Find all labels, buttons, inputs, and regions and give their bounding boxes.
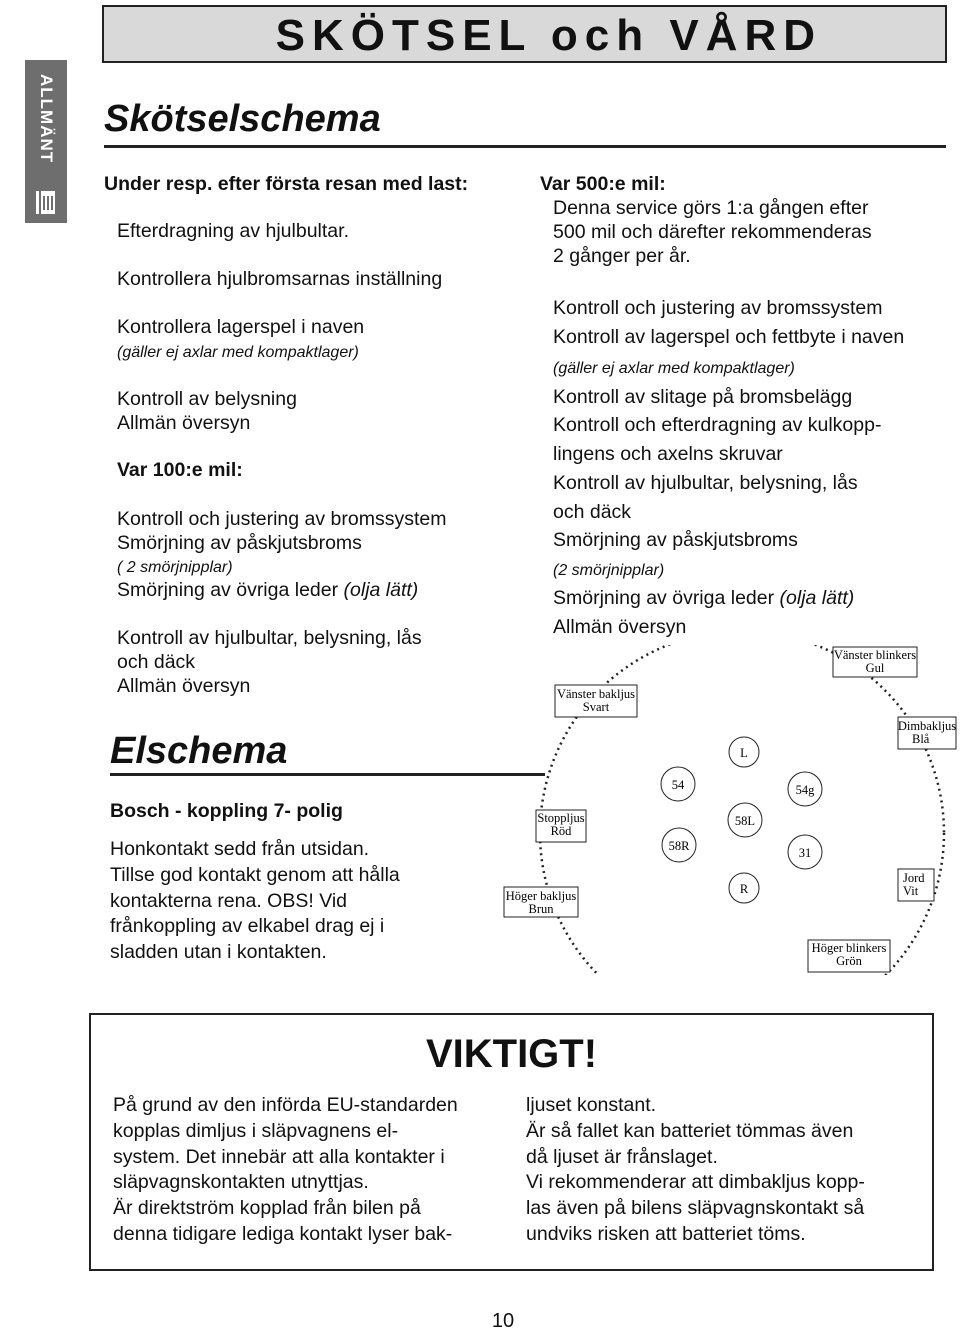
left-item: Kontrollera lagerspel i naven bbox=[117, 316, 365, 338]
pin-label: 54g bbox=[795, 783, 815, 797]
svg-text:Grön: Grön bbox=[836, 954, 862, 968]
right-item-note: (2 smörjnipplar) bbox=[553, 562, 665, 579]
notice-line: las även på bilens släpvagnskontakt så bbox=[526, 1197, 865, 1220]
pin-label: 58R bbox=[668, 839, 690, 853]
right-intro: Denna service görs 1:a gången efter bbox=[553, 197, 869, 219]
label-vanster-bakljus bbox=[555, 685, 637, 717]
left-item: Allmän översyn bbox=[117, 675, 251, 697]
title-rule bbox=[104, 145, 946, 148]
notice-line: undviks risken att batteriet töms. bbox=[526, 1222, 806, 1245]
svg-text:Brun: Brun bbox=[528, 902, 554, 916]
elschema-subtitle: Bosch - koppling 7- polig bbox=[110, 800, 343, 822]
pin-58L bbox=[728, 803, 762, 837]
svg-text:Stoppljus: Stoppljus bbox=[537, 811, 585, 825]
right-item-note: (olja lätt) bbox=[779, 587, 855, 609]
svg-text:Jord: Jord bbox=[903, 871, 925, 885]
pin-label: 31 bbox=[798, 846, 812, 860]
left-item: Efterdragning av hjulbultar. bbox=[117, 220, 349, 242]
pin-label: L bbox=[740, 746, 748, 760]
right-item: Kontroll av hjulbultar, belysning, lås bbox=[553, 472, 858, 494]
notice-line: Vi rekommenderar att dimbakljus kopp- bbox=[526, 1171, 865, 1194]
svg-text:Höger bakljus: Höger bakljus bbox=[505, 889, 577, 903]
label-hoger-blinkers bbox=[808, 940, 890, 972]
right-item: Kontroll av lagerspel och fettbyte i naven bbox=[553, 326, 905, 348]
pin-58R bbox=[662, 828, 696, 862]
svg-text:Vit: Vit bbox=[903, 884, 919, 898]
left-item bbox=[117, 578, 418, 602]
label-stoppljus bbox=[536, 810, 586, 842]
notice-line: denna tidigare lediga kontakt lyser bak- bbox=[113, 1222, 453, 1245]
elschema-line: Tillse god kontakt genom att hålla bbox=[110, 863, 400, 886]
pin-R bbox=[729, 873, 759, 903]
section-title-skotselschema: Skötselschema bbox=[104, 98, 381, 140]
elschema-line: sladden utan i kontakten. bbox=[110, 941, 327, 964]
left-item: och däck bbox=[117, 651, 196, 673]
svg-text:Röd: Röd bbox=[550, 824, 572, 838]
notice-line: Är direktström kopplad från bilen på bbox=[113, 1197, 421, 1220]
pin-label: 58L bbox=[734, 814, 756, 828]
right-intro: 500 mil och därefter rekommenderas bbox=[553, 221, 872, 243]
pin-54 bbox=[661, 767, 695, 801]
svg-text:Gul: Gul bbox=[865, 661, 885, 675]
pin-label: 54 bbox=[671, 778, 685, 792]
notice-title: VIKTIGT! bbox=[425, 1032, 598, 1076]
left-item-note: (gäller ej axlar med kompaktlager) bbox=[117, 344, 359, 361]
pin-label: R bbox=[739, 882, 749, 896]
notice-line: ljuset konstant. bbox=[526, 1094, 657, 1116]
elschema-line: frånkoppling av elkabel drag ej i bbox=[110, 915, 385, 938]
right-intro: 2 gånger per år. bbox=[553, 245, 691, 267]
elschema-line: Honkontakt sedd från utsidan. bbox=[110, 838, 370, 860]
pin-31 bbox=[788, 835, 822, 869]
right-item: och däck bbox=[553, 501, 632, 523]
page-header-title: SKÖTSEL och VÅRD bbox=[275, 11, 822, 60]
notice-line: då ljuset är frånslaget. bbox=[526, 1145, 718, 1168]
section-title-elschema: Elschema bbox=[110, 730, 288, 772]
book-icon bbox=[34, 188, 58, 216]
svg-text:Blå: Blå bbox=[912, 732, 930, 746]
side-tab-label: ALLMÄNT bbox=[37, 74, 56, 164]
notice-line: släpvagnskontakten utnyttjas. bbox=[113, 1171, 369, 1194]
right-item: Kontroll och efterdragning av kulkopp- bbox=[553, 414, 882, 436]
svg-text:Vänster blinkers: Vänster blinkers bbox=[833, 648, 917, 662]
right-heading: Var 500:e mil: bbox=[540, 173, 666, 195]
left-item-note: (olja lätt) bbox=[343, 579, 419, 601]
notice-left-column bbox=[113, 1093, 458, 1248]
notice-line: system. Det innebär att alla kontakter i bbox=[113, 1145, 445, 1168]
notice-line: kopplas dimljus i släpvagnens el- bbox=[113, 1119, 399, 1142]
right-item-note: (gäller ej axlar med kompaktlager) bbox=[553, 360, 795, 377]
label-hoger-bakljus bbox=[504, 887, 578, 917]
right-item bbox=[553, 586, 854, 610]
left-item: Kontrollera hjulbromsarnas inställning bbox=[117, 268, 443, 290]
label-vanster-blinkers bbox=[833, 647, 917, 677]
left-item-note: ( 2 smörjnipplar) bbox=[117, 559, 233, 576]
right-item: Kontroll och justering av bromssystem bbox=[553, 297, 883, 319]
elschema-text bbox=[110, 837, 400, 966]
left-heading: Under resp. efter första resan med last: bbox=[104, 173, 469, 195]
right-item: Allmän översyn bbox=[553, 616, 687, 638]
notice-line: På grund av den införda EU-standarden bbox=[113, 1094, 458, 1116]
right-item: Smörjning av påskjutsbroms bbox=[553, 529, 798, 551]
pin-54g bbox=[788, 772, 822, 806]
svg-text:Dimbakljus: Dimbakljus bbox=[897, 719, 957, 733]
left-item-text: Smörjning av övriga leder bbox=[117, 579, 344, 601]
left-item: Kontroll och justering av bromssystem bbox=[117, 508, 447, 530]
left-subheading: Var 100:e mil: bbox=[117, 459, 243, 481]
svg-text:Vänster bakljus: Vänster bakljus bbox=[556, 687, 636, 701]
svg-text:Svart: Svart bbox=[582, 700, 610, 714]
svg-text:Höger blinkers: Höger blinkers bbox=[811, 941, 887, 955]
label-dimbakljus bbox=[898, 717, 956, 749]
notice-line: Är så fallet kan batteriet tömmas även bbox=[526, 1119, 854, 1142]
right-item: lingens och axelns skruvar bbox=[553, 443, 783, 465]
elschema-line: kontakterna rena. OBS! Vid bbox=[110, 889, 348, 912]
title-rule bbox=[110, 773, 545, 776]
pin-L bbox=[729, 737, 759, 767]
connector-diagram bbox=[500, 645, 960, 975]
notice-right-column bbox=[526, 1093, 865, 1248]
right-item: Kontroll av slitage på bromsbelägg bbox=[553, 386, 853, 408]
page-number: 10 bbox=[491, 1310, 515, 1332]
label-jord bbox=[898, 869, 934, 901]
left-item: Smörjning av påskjutsbroms bbox=[117, 532, 362, 554]
left-item: Kontroll av hjulbultar, belysning, lås bbox=[117, 627, 422, 649]
left-item: Allmän översyn bbox=[117, 412, 251, 434]
left-item: Kontroll av belysning bbox=[117, 388, 297, 410]
right-item-text: Smörjning av övriga leder bbox=[553, 587, 780, 609]
section-side-tab bbox=[25, 60, 67, 223]
